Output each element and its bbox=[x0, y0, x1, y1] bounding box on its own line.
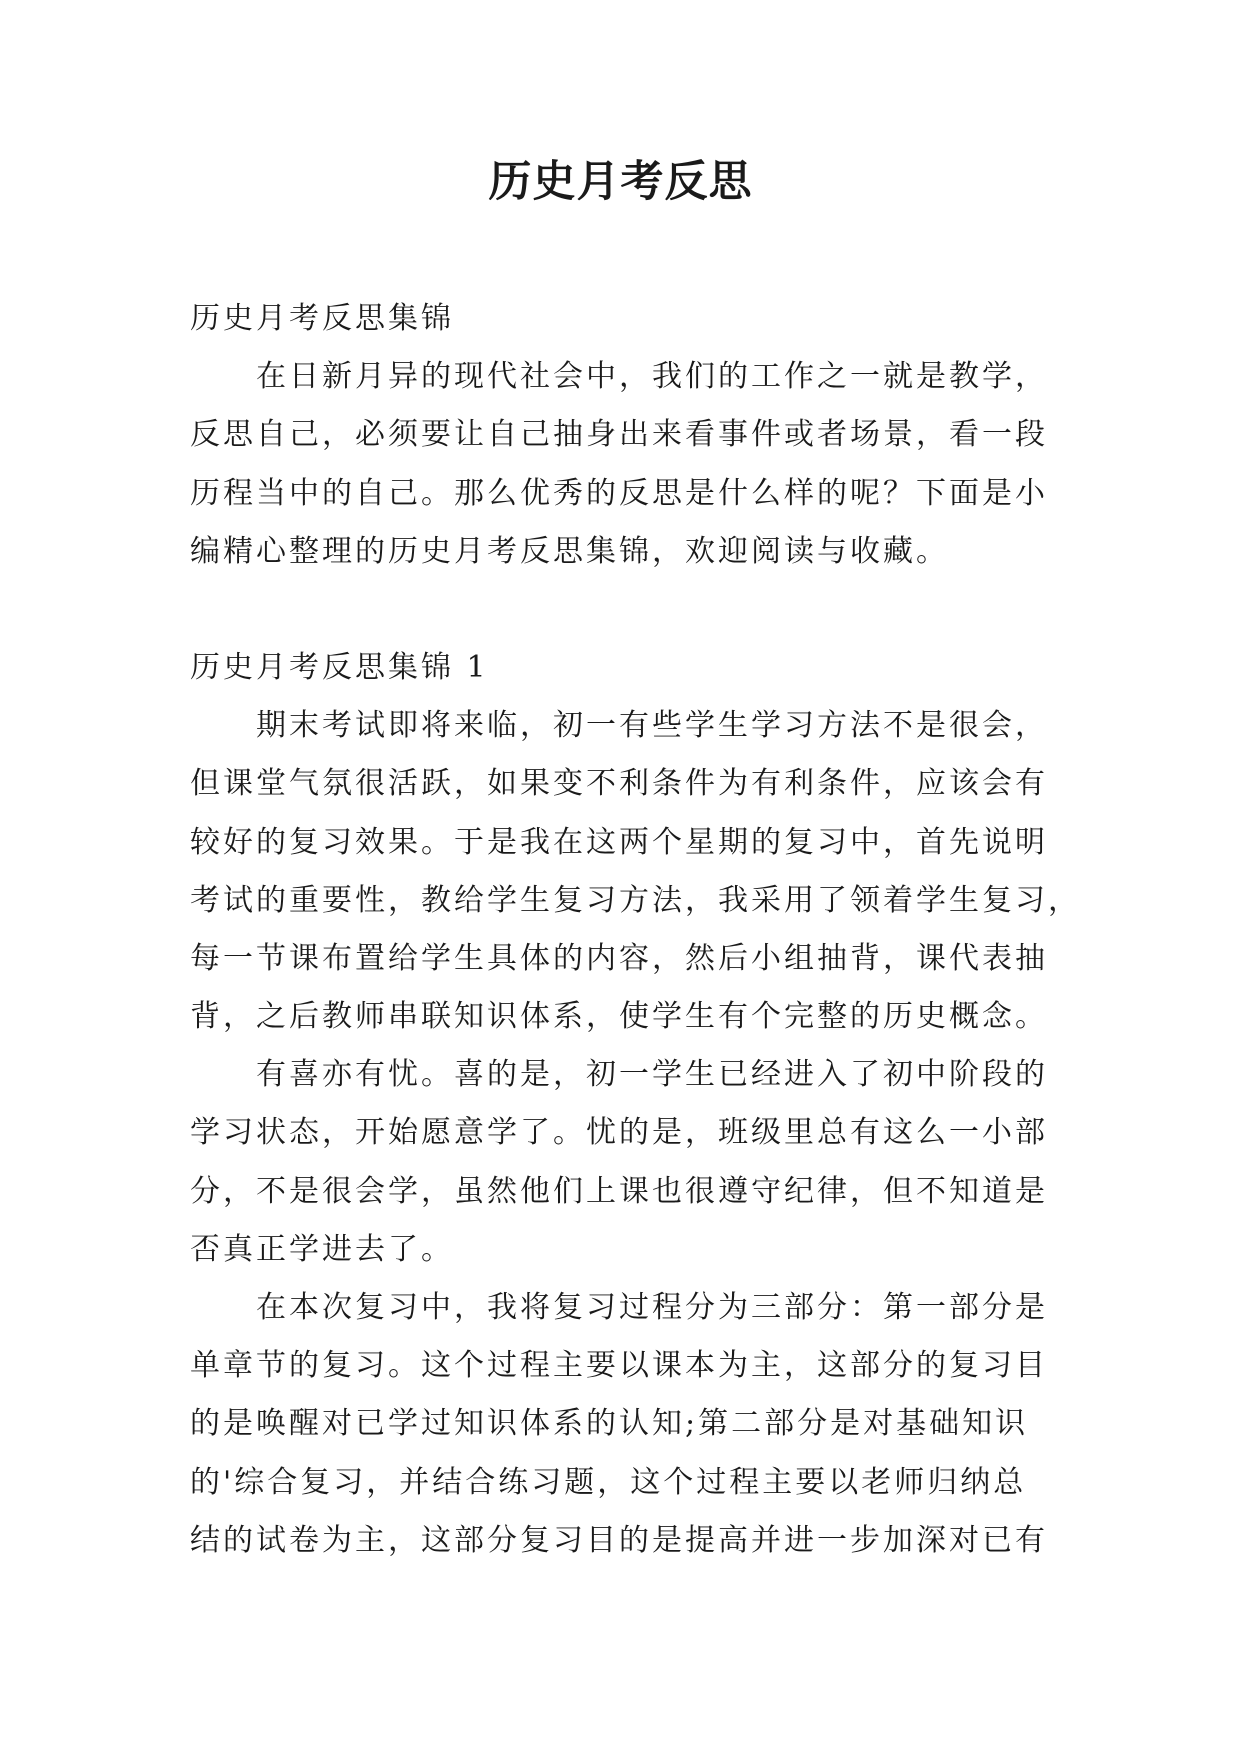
paragraph-line: 结的试卷为主，这部分复习目的是提高并进一步加深对已有 bbox=[190, 1522, 1048, 1558]
paragraph-line: 在本次复习中，我将复习过程分为三部分：第一部分是 bbox=[256, 1290, 1048, 1325]
paragraph-line: 背，之后教师串联知识体系，使学生有个完整的历史概念。 bbox=[190, 999, 1048, 1035]
section-spacer bbox=[190, 581, 1060, 639]
intro-line: 历程当中的自己。那么优秀的反思是什么样的呢？下面是小 bbox=[190, 475, 1048, 511]
document-body bbox=[190, 290, 1081, 1570]
intro-line: 在日新月异的现代社会中，我们的工作之一就是教学， bbox=[256, 359, 1048, 395]
paragraph-line: 分，不是很会学，虽然他们上课也很遵守纪律，但不知道是 bbox=[190, 1173, 1048, 1209]
paragraph-line: 学习状态，开始愿意学了。忧的是，班级里总有这么一小部 bbox=[190, 1115, 1048, 1151]
paragraph-line: 单章节的复习。这个过程主要以课本为主，这部分的复习目 bbox=[190, 1348, 1048, 1384]
intro-line: 编精心整理的历史月考反思集锦，欢迎阅读与收藏。 bbox=[190, 533, 949, 569]
paragraph-line: 的'综合复习，并结合练习题，这个过程主要以老师归纳总 bbox=[190, 1464, 1027, 1500]
paragraph-line: 每一节课布置给学生具体的内容，然后小组抽背，课代表抽 bbox=[190, 940, 1048, 976]
paragraph-line: 期末考试即将来临，初一有些学生学习方法不是很会， bbox=[256, 708, 1048, 744]
paragraph-line: 较好的复习效果。于是我在这两个星期的复习中，首先说明 bbox=[190, 824, 1048, 860]
section-heading: 历史月考反思集锦 1 bbox=[190, 649, 489, 685]
paragraph-line: 的是唤醒对已学过知识体系的认知;第二部分是对基础知识 bbox=[190, 1406, 1029, 1442]
intro-heading: 历史月考反思集锦 bbox=[190, 301, 454, 336]
paragraph-line: 考试的重要性，教给学生复习方法，我采用了领着学生复习， bbox=[190, 882, 1081, 918]
paragraph-line: 但课堂气氛很活跃，如果变不利条件为有利条件，应该会有 bbox=[190, 766, 1048, 802]
intro-line: 反思自己，必须要让自己抽身出来看事件或者场景，看一段 bbox=[190, 417, 1048, 453]
document-title: 历史月考反思 bbox=[488, 157, 753, 207]
paragraph-line: 否真正学进去了。 bbox=[190, 1231, 454, 1267]
paragraph-line: 有喜亦有忧。喜的是，初一学生已经进入了初中阶段的 bbox=[256, 1057, 1048, 1093]
